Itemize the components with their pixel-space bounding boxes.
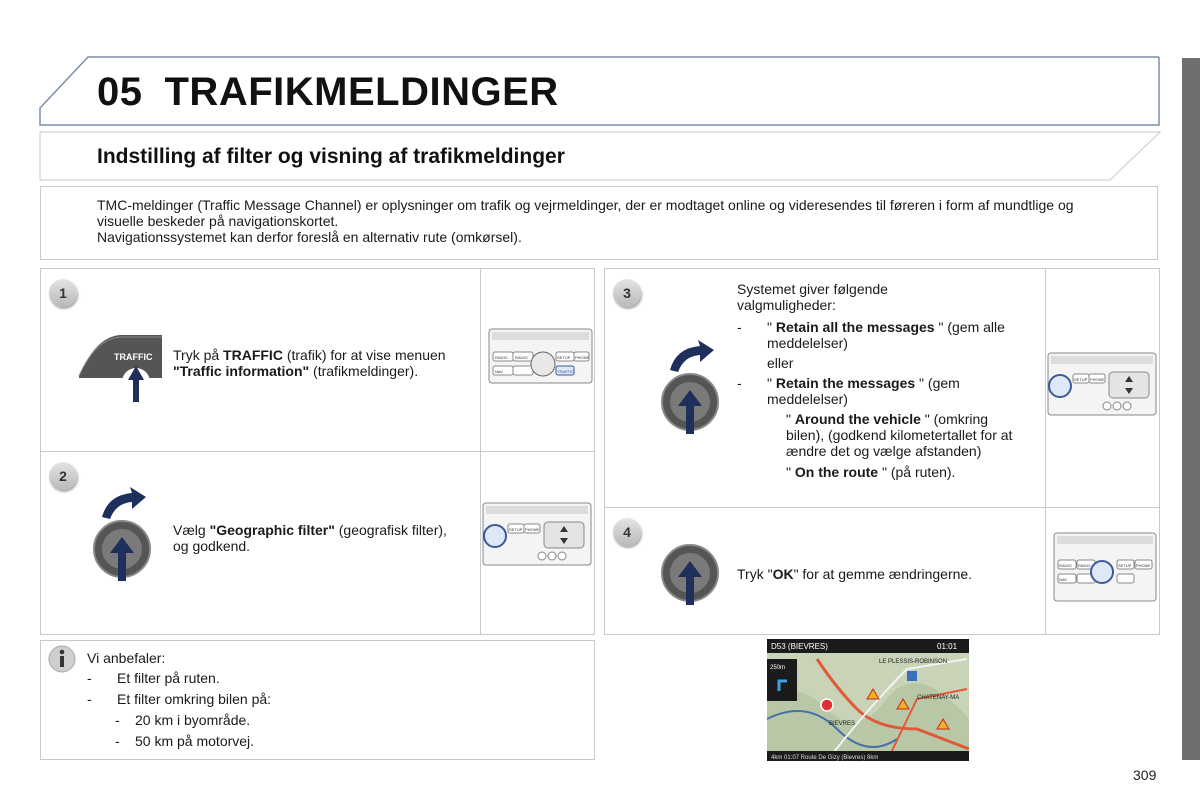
step-4-text-b: OK [772,566,794,582]
setup-key-label: SETUP [1074,377,1088,382]
step-2-badge: 2 [49,462,77,490]
tip-subitem: - 20 km i byområde. [115,712,577,728]
step-3-options [737,319,1037,351]
setup-key-label: SETUP [509,527,523,532]
step-4-text-c: " for at gemme ændringerne. [793,566,973,582]
sub-option-2-post: " (på ruten). [878,464,956,480]
radio-key-label: RADIO [515,355,528,360]
step-1-badge: 1 [49,279,77,307]
step-1-text-b: TRAFFIC [223,347,283,363]
step-1-text [173,347,463,379]
step-2-text-c: (geografisk filter), og godkend. [173,522,447,554]
tip-list [87,670,577,707]
intro-paragraph-1: TMC-meldinger (Traffic Message Channel) er oplysninger om trafik og vejrmeldinger, der er modtaget online og videresendes til føreren i form af mundtlige og visuelle beskeder på navigationskortet. [97,197,1074,229]
tip-item: - Et filter omkring bilen på: [87,691,577,707]
step-3-option-1 [737,319,1037,351]
navigation-map-screenshot [767,639,969,761]
nav-key-label: NAV [1059,577,1067,582]
section-title: Indstilling af filter og visning af trafikmeldinger [97,145,565,168]
option-2-bold: Retain the messages [775,375,916,391]
tip-sublist [115,712,577,749]
intro-text [97,197,1097,245]
step-3-sub-option-2 [737,464,1037,480]
map-town-label: LE PLESSIS-ROBINSON [879,659,948,665]
step-2-text-a: Vælg [173,522,210,538]
phone-key-label: PHONE [1136,563,1151,568]
sub-option-1-post: " (omkring bilen), (godkend kilometertallet for at ændre det og vælge afstanden) [786,411,1013,459]
setup-key-label: SETUP [1118,563,1132,568]
rotate-knob-icon [656,340,726,438]
radio-panel-illustration [1053,532,1157,602]
step-divider [40,451,595,452]
option-1-pre: " [767,319,776,335]
tip-subitem: - 50 km på motorvej. [115,733,577,749]
step-divider [604,507,1160,508]
nav-key-label: NAV [495,369,503,374]
illustration-divider [1045,268,1046,635]
rotate-knob-icon [88,487,158,585]
step-4-badge: 4 [613,518,641,546]
chapter-title [97,70,559,115]
sub-option-1-bold: Around the vehicle [794,411,921,427]
step-3-sub-option-1 [737,411,1026,459]
step-2-text [173,522,463,554]
step-3-options [737,375,1037,407]
step-1-text-a: Tryk på [173,347,224,363]
step-3-intro: Systemet giver følgende valgmuligheder: [737,281,888,313]
option-1-post: " (gem alle meddelelser) [767,319,1005,351]
tip-heading: Vi anbefaler: [87,650,166,666]
chapter-number: 05 [97,70,143,114]
traffic-key-label: TRAFFIC [557,369,574,374]
info-icon [48,645,76,673]
map-footer: 4km 01:07 Route De Gizy (Bievres) 8km [771,755,879,761]
radio-panel-illustration [488,328,593,384]
sub-option-2-bold: On the route [794,464,879,480]
step-1-text-c: (trafik) for at vise menuen [282,347,446,363]
step-3-badge: 3 [613,279,641,307]
option-2-pre: " [767,375,776,391]
step-4-text-a: Tryk " [737,566,773,582]
step-4-text [737,566,1037,582]
tip-item: - Et filter på ruten. [87,670,577,686]
page-number: 309 [1133,767,1157,783]
radio-key-label: RADIO [1059,563,1072,568]
step-3-text [737,281,1037,480]
chapter-title-text: TRAFIKMELDINGER [164,70,559,114]
setup-key-label: SETUP [557,355,571,360]
phone-key-label: PHONE [525,527,540,532]
traffic-button-label: TRAFFIC [114,352,153,362]
phone-key-label: PHONE [575,355,590,360]
radio-key-label: RADIO [1078,563,1091,568]
map-town-label: BIEVRES [829,721,856,727]
map-scale: 250m [770,665,786,671]
sub-option-1-pre: " [786,411,795,427]
step-3-option-2 [737,375,1037,407]
radio-key-label: RADIO [495,355,508,360]
traffic-button-icon [76,332,166,404]
step-1-text-e: (trafikmeldinger). [309,363,419,379]
map-town-label: CHATENAY-MA [917,695,960,701]
radio-panel-illustration [482,502,592,566]
tip-text [87,650,577,751]
option-2-post: " (gem meddelelser) [767,375,960,407]
map-road-name: D53 (BIEVRES) [771,642,828,651]
press-knob-icon [656,535,726,609]
illustration-divider [480,268,481,635]
intro-paragraph-2: Navigationssystemet kan derfor foreslå en alternativ rute (omkørsel). [97,229,522,245]
option-1-bold: Retain all the messages [775,319,935,335]
phone-key-label: PHONE [1090,377,1105,382]
step-3-or: eller [767,355,794,371]
radio-panel-illustration [1047,352,1157,416]
map-clock: 01:01 [937,642,958,651]
step-2-text-b: "Geographic filter" [209,522,335,538]
step-1-text-d: "Traffic information" [173,363,310,379]
sub-option-2-pre: " [786,464,795,480]
